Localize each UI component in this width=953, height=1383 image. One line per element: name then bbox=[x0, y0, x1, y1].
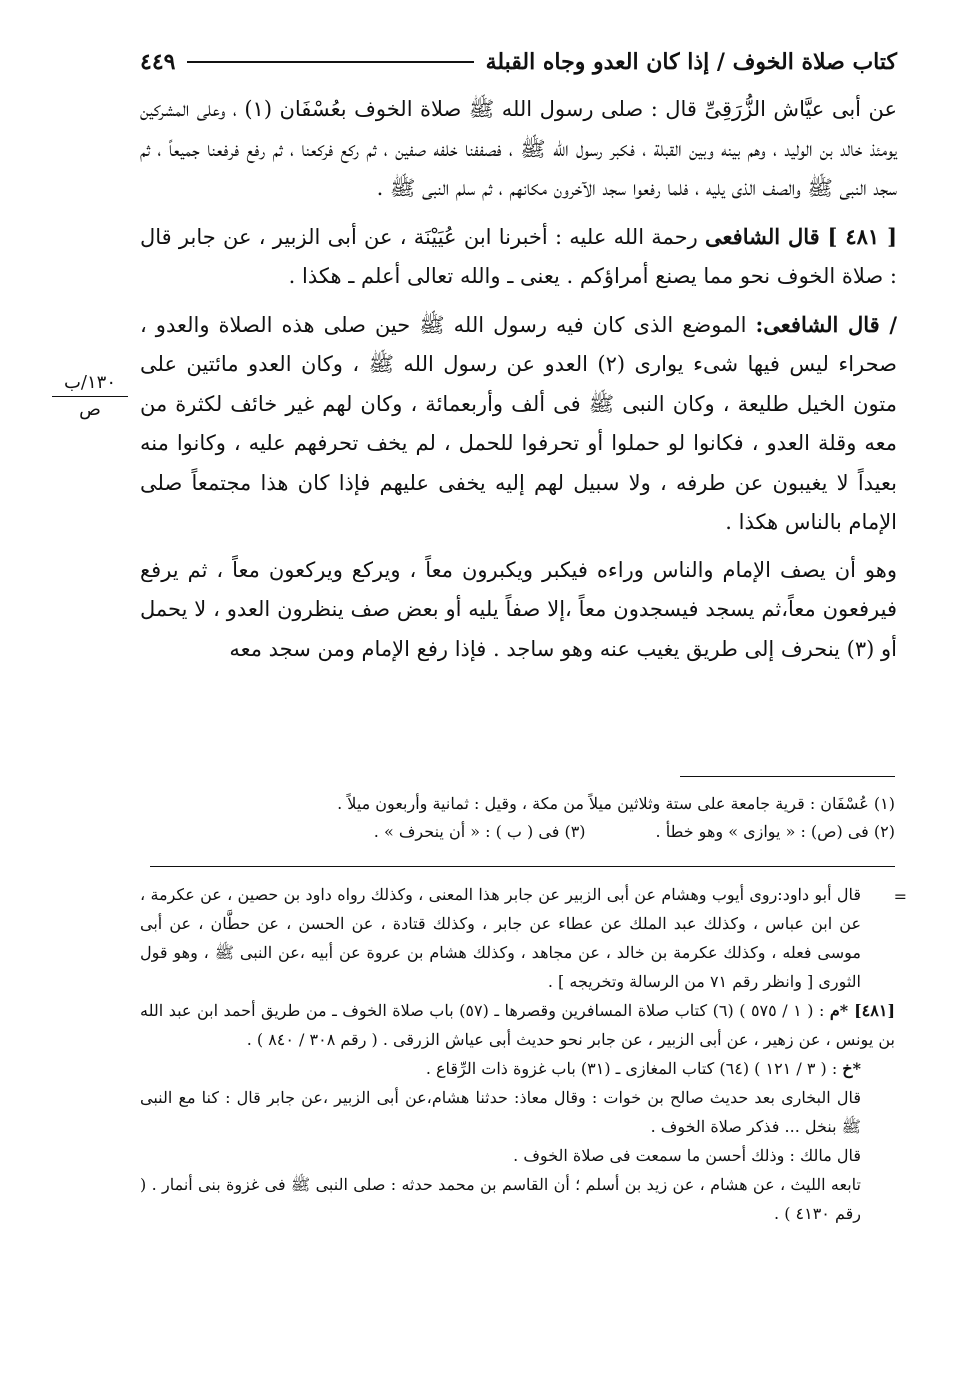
commentary-para-3-body: : ( ٣ / ١٢١ ) (٦٤) كتاب المغازى ـ (٣١) باب غزوة ذات الرِّقاع . bbox=[425, 1059, 843, 1078]
paragraph-3 bbox=[140, 305, 897, 543]
commentary-para-2-label: [٤٨١] *م bbox=[829, 1001, 896, 1020]
commentary-para-3-label: *خ bbox=[842, 1059, 861, 1078]
commentary-para-2-body: : ( ١ / ٥٧٥ ) (٦) كتاب صلاة المسافرين وقصرها ـ (٥٧) باب صلاة الخوف ـ من طريق أحمد ابن عبد الله بن يونس ، عن زهير ، عن أبى الزبير ، عن جابر نحو حديث أبى عياش الزرقى . ( رقم ٣٠٨ / ٨٤٠ ) . bbox=[140, 1001, 895, 1049]
margin-reference bbox=[52, 372, 128, 421]
commentary-para-4: قال البخارى بعد حديث صالح بن خوات : وقال معاذ: حدثنا هشام،عن أبى الزبير ،عن جابر قال : كنا مع النبى ﷺ بنخل ... فذكر صلاة الخوف . bbox=[140, 1088, 861, 1136]
header-rule bbox=[187, 61, 473, 63]
footnote-1: (١) عُسْفَان : قرية جامعة على ستة وثلاثين ميلاً من مكة ، وقيل : ثمانية وأربعون ميلاً . bbox=[337, 794, 895, 813]
commentary-block bbox=[140, 880, 907, 1228]
paragraph-2 bbox=[140, 217, 897, 297]
commentary-para-3 bbox=[140, 1054, 895, 1083]
paragraph-2-body: رحمة الله عليه : أخبرنا ابن عُيَيْنَة ، عن أبى الزبير ، عن جابر قال : صلاة الخوف نحو مما يصنع أمراؤكم . يعنى ـ والله تعالى أعلم ـ هكذا . bbox=[140, 224, 897, 288]
commentary-para-5: قال مالك : وذلك أحسن ما سمعت فى صلاة الخوف . bbox=[513, 1146, 861, 1165]
commentary-para-1: قال أبو داود:روى أيوب وهشام عن أبى الزبير عن جابر هذا المعنى ، وكذلك رواه داود بن حصين ، عن عكرمة ، عن ابن عباس ، وكذلك عبد الملك عن عطاء عن جابر ، وكذلك قتادة ، عن الحسن ، عن حطَّان ، عن أبى موسى فعله ، وكذلك عكرمة بن خالد ، عن مجاهد ، وكذلك هشام بن عروة عن أبيه ،عن النبى ﷺ ، وهو قول الثورى [ وانظر رقم ٧١ من الرسالة وتخريجه ] . bbox=[140, 885, 861, 991]
chapter-title: كتاب صلاة الخوف / إذا كان العدو وجاه القبلة bbox=[485, 49, 897, 75]
commentary-para-6: تابعه الليث ، عن هشام ، عن زيد بن أسلم ؛ أن القاسم بن محمد حدثه : صلى النبى ﷺ فى غزوة بنى أنمار . ( رقم ٤١٣٠ ) . bbox=[140, 1175, 861, 1223]
paragraph-1: عن أبى عيَّاش الزُّرَقِىِّ قال : صلى رسول الله ﷺ صلاة الخوف بعُسْفَان (١) ، وعلى المشركين يومئذ خالد بن الوليد ، وهم بينه وبين القبلة ، فكبر رسول الله ﷺ ، فصففنا خلفه صفين ، ثم ركع فركعنا ، ثم رفع فرفعنا جميعاً ، ثم سجد النبى ﷺ والصف الذى يليه ، فلما رفعوا سجد الآخرون مكانهم ، ثم سلم النبى ﷺ . bbox=[140, 97, 897, 200]
commentary-para-2 bbox=[140, 996, 895, 1054]
footnote-row-2 bbox=[150, 818, 895, 846]
footnote-2: (٢) فى (ص) : « يوازى » وهو خطأ . bbox=[655, 822, 895, 841]
commentary-rule bbox=[150, 866, 895, 867]
margin-folio-ref: ١٣٠/ب bbox=[52, 372, 128, 397]
footnote-3: (٣) فى ( ب ) : « أن ينحرف » . bbox=[373, 822, 586, 841]
margin-manuscript-sigla: ص bbox=[79, 399, 101, 420]
continuation-mark: = bbox=[893, 887, 907, 906]
main-text bbox=[140, 90, 897, 677]
footnote-rule bbox=[680, 776, 895, 777]
paragraph-3-body: الموضع الذى كان فيه رسول الله ﷺ حين صلى هذه الصلاة والعدو ، صحراء ليس فيها شىء يوارى (٢) العدو عن رسول الله ﷺ ، وكان العدو مائتين على متون الخيل طليعة ، وكان النبى ﷺ فى ألف وأربعمائة ، وكان لهم غير خائف لكثرة من معه وقلة العدو ، فكانوا لو حملوا أو تحرفوا للحمل ، لم يخف تحرفهم عليه ، وكانوا منه بعيداً لا يغيبون عن طرفه ، ولا سبيل لهم إليه يخفى عليهم فإذا كان هذا مجتمعاً صلى الإمام بالناس هكذا . bbox=[140, 312, 898, 534]
paragraph-2-heading: [ ٤٨١ ] قال الشافعى bbox=[705, 223, 898, 249]
paragraph-4: وهو أن يصف الإمام والناس وراءه فيكبر ويكبرون معاً ، ويركع ويركعون معاً ، ثم يرفع فيرفعون معاً،ثم يسجد فيسجدون معاً ،إلا صفاً يليه أو بعض صف ينظرون العدو ، لا يحمل أو (٣) ينحرف إلى طريق يغيب عنه وهو ساجد . فإذا رفع الإمام ومن سجد معه bbox=[140, 557, 897, 661]
footnotes bbox=[150, 790, 895, 846]
paragraph-3-heading: / قال الشافعى: bbox=[755, 311, 897, 337]
page-number: ٤٤٩ bbox=[140, 49, 176, 75]
running-header bbox=[140, 42, 897, 82]
